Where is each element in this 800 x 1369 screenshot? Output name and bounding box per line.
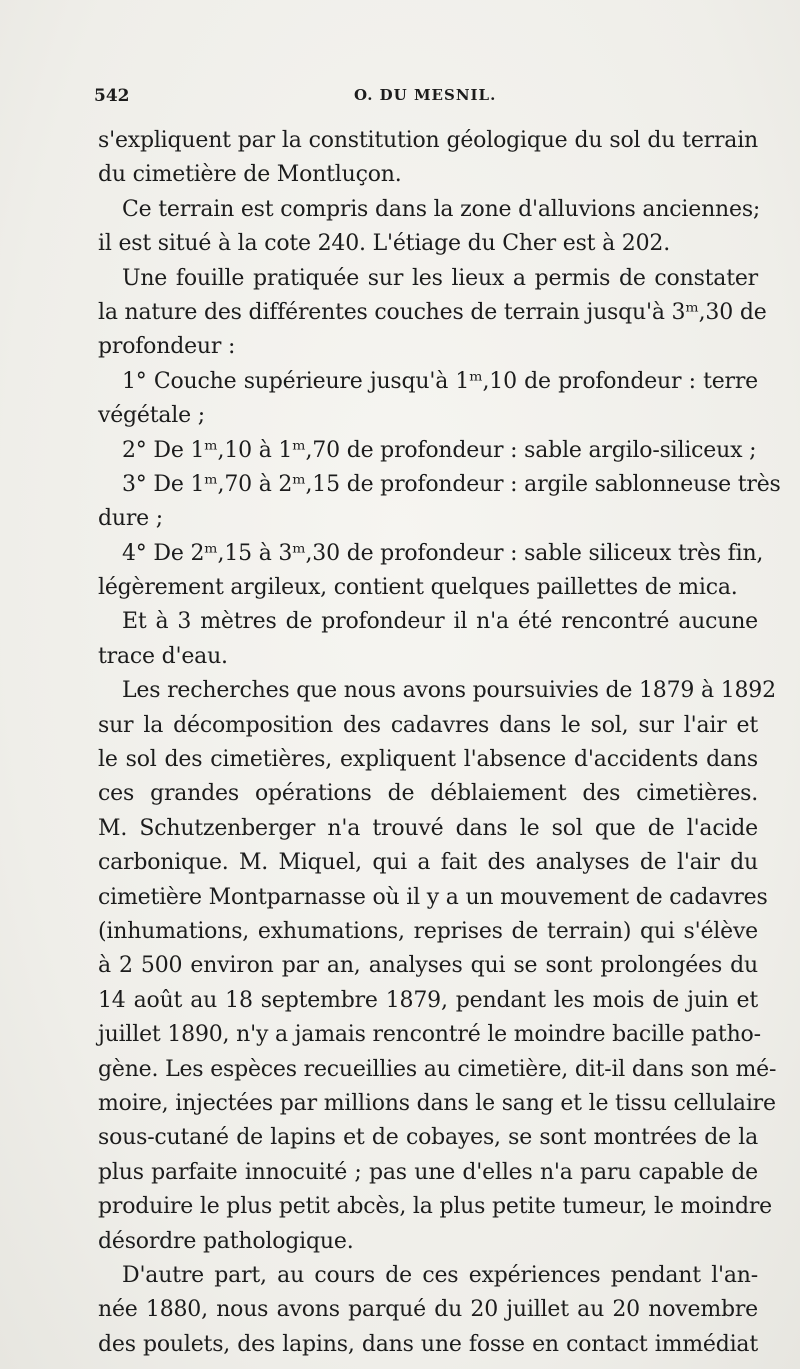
text-line: gène. Les espèces recueillies au cimetière, dit-il dans son mé- bbox=[98, 1056, 777, 1082]
paragraph bbox=[98, 193, 761, 262]
paragraph bbox=[98, 124, 758, 193]
text-line: moire, injectées par millions dans le sang et le tissu cellulaire bbox=[98, 1090, 776, 1116]
page-header bbox=[94, 86, 759, 116]
text-line: désordre pathologique. bbox=[98, 1228, 354, 1254]
text-line: végétale ; bbox=[98, 403, 205, 429]
text-line: (inhumations, exhumations, reprises de terrain) qui s'élève bbox=[98, 918, 758, 944]
text-line: ces grandes opérations de déblaiement des cimetières. bbox=[98, 781, 758, 807]
text-line: profondeur : bbox=[98, 334, 236, 360]
text-line: Une fouille pratiquée sur les lieux a permis de constater bbox=[122, 265, 758, 291]
text-line: D'autre part, au cours de ces expériences pendant l'an- bbox=[122, 1262, 758, 1288]
text-line: 4° De 2ᵐ,15 à 3ᵐ,30 de profondeur : sable siliceux très fin, bbox=[122, 540, 764, 566]
body-text bbox=[98, 124, 781, 1362]
text-line: sur la décomposition des cadavres dans le sol, sur l'air et bbox=[98, 712, 758, 738]
text-line: du cimetière de Montluçon. bbox=[98, 162, 402, 188]
paragraph bbox=[98, 537, 764, 606]
text-line: des poulets, des lapins, dans une fosse en contact immédiat bbox=[98, 1331, 758, 1357]
paragraph bbox=[98, 262, 767, 365]
paragraph bbox=[98, 468, 781, 537]
text-line: s'expliquent par la constitution géologique du sol du terrain bbox=[98, 128, 758, 153]
text-line: Ce terrain est compris dans la zone d'alluvions anciennes; bbox=[122, 196, 761, 222]
paragraph bbox=[98, 365, 758, 434]
text-line: Les recherches que nous avons poursuivies de 1879 à 1892 bbox=[122, 678, 776, 704]
text-line: 14 août au 18 septembre 1879, pendant les mois de juin et bbox=[98, 987, 758, 1013]
text-line: née 1880, nous avons parqué du 20 juillet au 20 novembre bbox=[98, 1297, 758, 1323]
text-line: trace d'eau. bbox=[98, 643, 228, 669]
text-line: carbonique. M. Miquel, qui a fait des analyses de l'air du bbox=[98, 850, 758, 876]
text-line: à 2 500 environ par an, analyses qui se sont prolongées du bbox=[98, 953, 758, 979]
text-line: la nature des différentes couches de terrain jusqu'à 3ᵐ,30 de bbox=[98, 299, 767, 325]
page-number: 542 bbox=[94, 86, 130, 106]
text-line: dure ; bbox=[98, 506, 163, 532]
paragraph bbox=[98, 674, 777, 1259]
text-line: plus parfaite innocuité ; pas une d'elles n'a paru capable de bbox=[98, 1159, 758, 1185]
text-line: sous-cutané de lapins et de cobayes, se sont montrées de la bbox=[98, 1125, 758, 1151]
text-line: le sol des cimetières, expliquent l'absence d'accidents dans bbox=[98, 747, 758, 773]
text-line: 3° De 1ᵐ,70 à 2ᵐ,15 de profondeur : argile sablonneuse très bbox=[122, 471, 781, 497]
text-line: 2° De 1ᵐ,10 à 1ᵐ,70 de profondeur : sable argilo-siliceux ; bbox=[122, 437, 757, 463]
text-line: il est situé à la cote 240. L'étiage du Cher est à 202. bbox=[98, 231, 670, 257]
paragraph bbox=[98, 434, 758, 468]
text-line: cimetière Montparnasse où il y a un mouvement de cadavres bbox=[98, 884, 768, 910]
paragraph bbox=[98, 1259, 758, 1362]
text-line: Et à 3 mètres de profondeur il n'a été rencontré aucune bbox=[122, 609, 758, 635]
text-line: produire le plus petit abcès, la plus petite tumeur, le moindre bbox=[98, 1194, 772, 1220]
text-line: 1° Couche supérieure jusqu'à 1ᵐ,10 de profondeur : terre bbox=[122, 368, 758, 394]
text-line: légèrement argileux, contient quelques paillettes de mica. bbox=[98, 575, 738, 601]
paragraph bbox=[98, 605, 758, 674]
running-head: O. DU MESNIL. bbox=[354, 86, 497, 104]
text-line: M. Schutzenberger n'a trouvé dans le sol que de l'acide bbox=[98, 815, 758, 841]
text-line: juillet 1890, n'y a jamais rencontré le moindre bacille patho- bbox=[98, 1022, 761, 1048]
